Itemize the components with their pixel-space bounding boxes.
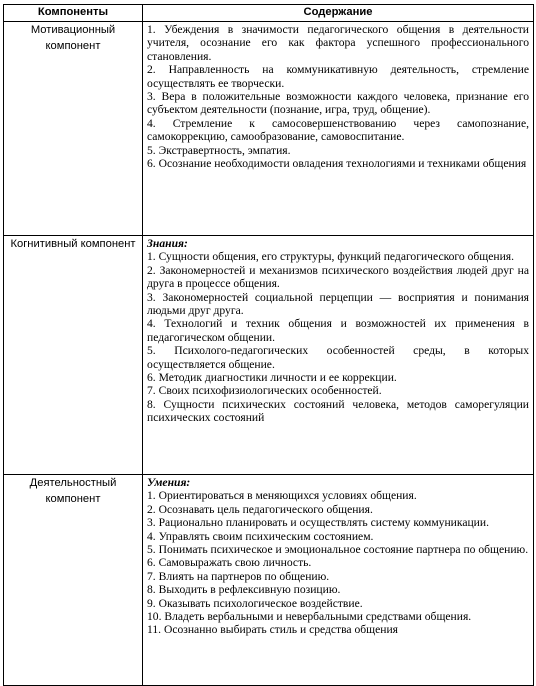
content-item: 2. Направленность на коммуникативную деятельность, стремление осуществлять ее творчески. <box>147 63 529 90</box>
content-item: 4. Управлять своим психическим состоянием. <box>147 529 374 543</box>
content-item: 5. Психолого-педагогических особенностей среды, в которых осуществляется общение. <box>147 344 529 371</box>
column-header-content: Содержание <box>143 5 534 22</box>
content-item: 7. Своих психофизиологических особенностей. <box>147 384 382 398</box>
content-item: 9. Оказывать психологическое воздействие. <box>147 596 363 610</box>
content-item: 6. Осознание необходимости овладения технологиями и техниками общения <box>147 157 527 171</box>
component-name: Мотивационный компонент <box>4 22 143 236</box>
table-header-row <box>4 5 534 22</box>
component-content <box>143 475 534 686</box>
content-item: 3. Закономерностей социальной перцепции — восприятия и понимания людьми друг друга. <box>147 290 529 318</box>
content-item: 3. Рационально планировать и осуществлять систему коммуникации. <box>147 516 489 530</box>
content-item: 4. Технологий и техник общения и возможностей их применения в педагогическом общении. <box>147 317 529 344</box>
content-item: 10. Владеть вербальными и невербальными средствами общения. <box>147 610 472 624</box>
content-item: 11. Осознанно выбирать стиль и средства общения <box>147 623 398 637</box>
content-item: 7. Влиять на партнеров по общению. <box>147 569 330 583</box>
content-item: 5. Понимать психическое и эмоциональное состояние партнера по общению. <box>147 543 529 557</box>
components-table <box>3 4 534 686</box>
content-item: 2. Осознавать цель педагогического общения. <box>147 502 373 516</box>
column-header-components: Компоненты <box>4 5 143 22</box>
table-row <box>4 475 534 686</box>
table-row <box>4 236 534 475</box>
content-item: 6. Самовыражать свою личность. <box>147 556 312 570</box>
table-row <box>4 22 534 236</box>
content-item: 1. Ориентироваться в меняющихся условиях общения. <box>147 489 417 503</box>
content-item: 1. Сущности общения, его структуры, функций педагогического общения. <box>147 250 515 264</box>
content-heading: Умения: <box>147 476 191 489</box>
content-item: 1. Убеждения в значимости педагогического общения в деятельности учителя, осознание его как фактора успешного профессионального становления. <box>147 23 529 63</box>
content-item: 4. Стремление к самосовершенствованию через самопознание, самокоррекцию, самообразование, самовоспитание. <box>147 116 529 144</box>
content-item: 2. Закономерностей и механизмов психического воздействия людей друг на друга в процессе общения. <box>147 263 529 291</box>
content-item: 3. Вера в положительные возможности каждого человека, признание его субъектом деятельности (познание, игра, труд, общение). <box>147 90 529 117</box>
component-content <box>143 236 534 475</box>
content-item: 5. Экстравертность, эмпатия. <box>147 143 291 157</box>
content-heading: Знания: <box>147 237 188 250</box>
component-name: Деятельностный компонент <box>4 475 143 686</box>
component-name: Когнитивный компонент <box>4 236 143 475</box>
content-item: 6. Методик диагностики личности и ее коррекции. <box>147 371 397 385</box>
content-item: 8. Сущности психических состояний человека, методов саморегуляции психических состояний <box>147 397 529 425</box>
content-item: 8. Выходить в рефлексивную позицию. <box>147 583 341 597</box>
component-content <box>143 22 534 236</box>
